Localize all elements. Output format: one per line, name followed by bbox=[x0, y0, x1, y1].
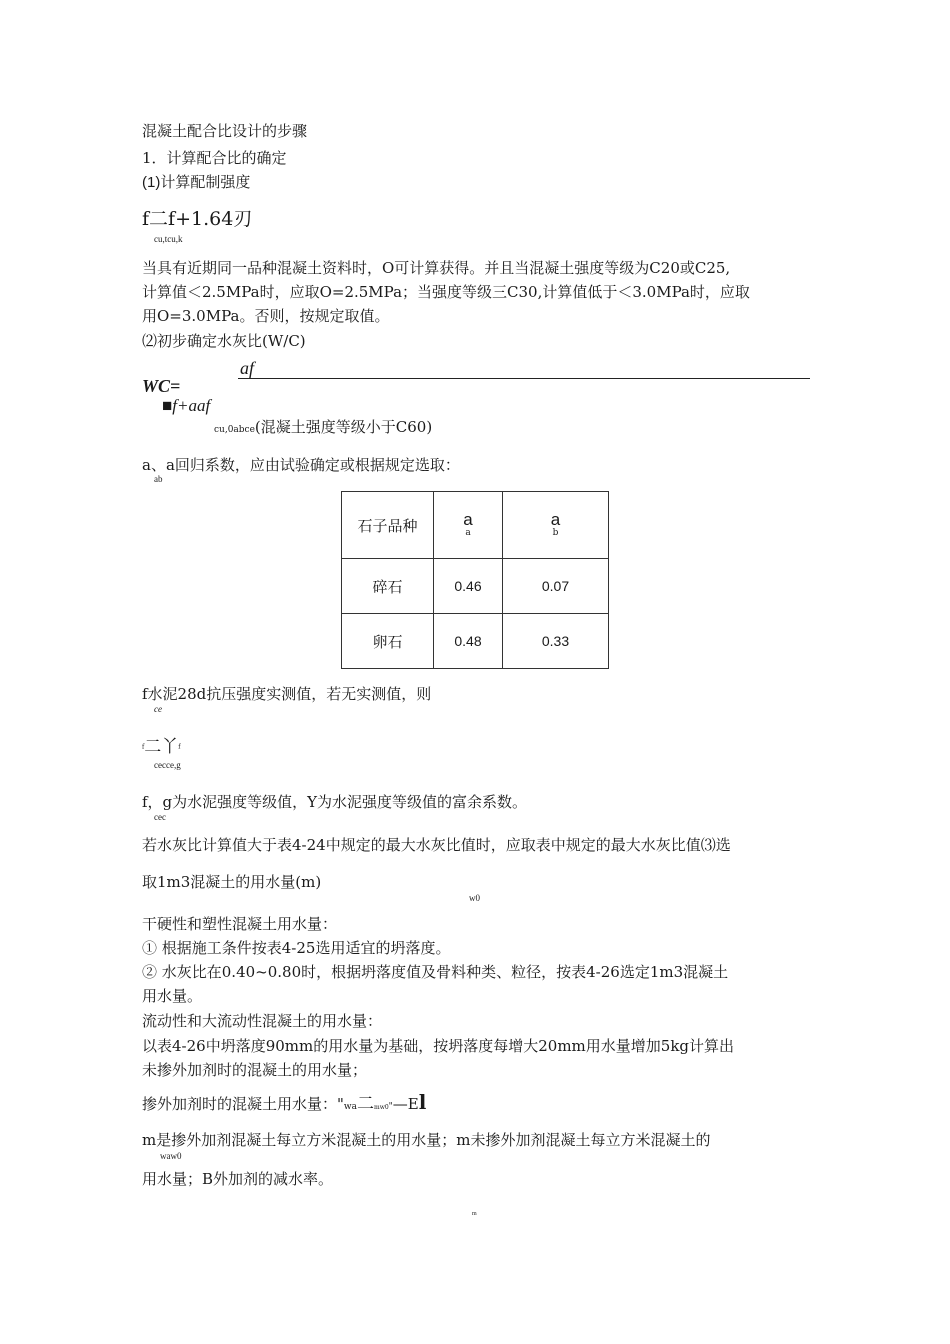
list-line: 以表4-26中坍落度90mm的用水量为基础，按坍落度每增大20mm用水量增加5kg计算出 bbox=[142, 1037, 735, 1055]
formula-admixture-bar: l bbox=[418, 1090, 427, 1114]
paragraph-water-cement: 若水灰比计算值大于表4-24中规定的最大水灰比值时，应取表中规定的最大水灰比值⑶选 bbox=[142, 836, 731, 854]
formula-cement-sub: cecce,g bbox=[154, 760, 181, 770]
formula-admixture-quote: " bbox=[337, 1095, 344, 1113]
formula-cement-post: f bbox=[178, 743, 181, 751]
formula-wc-numerator: af bbox=[240, 358, 255, 378]
formula-cement-main: 二丫 bbox=[144, 737, 179, 757]
table-cell: 卵石 bbox=[342, 614, 434, 669]
step-3-sub: w0 bbox=[469, 893, 480, 903]
table-cell: 0.07 bbox=[503, 559, 609, 614]
formula-cement bbox=[142, 737, 180, 758]
fceg-text: f，g为水泥强度等级值，Y为水泥强度等级值的富余系数。 bbox=[142, 793, 528, 811]
formula-admixture-end: —E bbox=[392, 1095, 419, 1113]
paragraph-line: 当具有近期同一品种混凝土资料时，O可计算获得。并且当混凝土强度等级为C20或C25, bbox=[142, 259, 731, 277]
table-header-alpha-b bbox=[503, 492, 609, 559]
table-header-stone bbox=[342, 492, 434, 559]
table-cell: 碎石 bbox=[342, 559, 434, 614]
paragraph-line: 用O=3.0MPa。否则，按规定取值。 bbox=[142, 307, 390, 325]
list-line: 流动性和大流动性混凝土的用水量： bbox=[142, 1012, 383, 1030]
final-paragraph-line: 用水量；B外加剂的减水率。 bbox=[142, 1170, 334, 1188]
formula-wc-sub: cu,0abce bbox=[214, 425, 255, 435]
formula-wc-lhs: WC= bbox=[142, 376, 181, 396]
formula-admixture-label: 掺外加剂时的混凝土用水量： bbox=[142, 1095, 338, 1113]
header-symbol bbox=[463, 509, 473, 538]
formula-cement-pre: f bbox=[142, 743, 145, 751]
fceg-sub: cec bbox=[154, 812, 166, 822]
regression-sub: ab bbox=[154, 474, 163, 484]
header-symbol-main: a bbox=[463, 509, 473, 529]
coefficient-table bbox=[341, 491, 609, 669]
table-header-row bbox=[342, 492, 609, 559]
table-row bbox=[342, 559, 609, 614]
fraction-bar bbox=[238, 378, 810, 379]
table-cell: 0.48 bbox=[434, 614, 503, 669]
step-2-heading: ⑵初步确定水灰比(W/C) bbox=[142, 332, 306, 350]
list-line: 用水量。 bbox=[142, 987, 203, 1005]
list-line: ② 水灰比在0.40~0.80时，根据坍落度值及骨料种类、粒径，按表4-26选定1m3混凝土 bbox=[142, 963, 729, 981]
header-symbol bbox=[550, 509, 561, 538]
table-cell: 0.33 bbox=[503, 614, 609, 669]
formula-strength: f二f+1.64刃 bbox=[142, 208, 253, 230]
regression-text: a、a回归系数，应由试验确定或根据规定选取： bbox=[142, 456, 460, 474]
fce-text: f水泥28d抗压强度实测值，若无实测值，则 bbox=[142, 685, 432, 703]
header-symbol-main: a bbox=[550, 509, 561, 529]
table-row bbox=[342, 614, 609, 669]
header-label: 石子品种 bbox=[357, 516, 418, 535]
formula-admixture-eq: 二 bbox=[357, 1094, 374, 1114]
formula-wc-denominator-text: ■f+aaf bbox=[162, 396, 211, 415]
list-line: 未掺外加剂时的混凝土的用水量； bbox=[142, 1061, 368, 1079]
paragraph-line: 计算值＜2.5MPa时，应取O=2.5MPa；当强度等级三C30,计算值低于＜3.0MPa时，应取 bbox=[142, 283, 750, 301]
header-symbol-sub: b bbox=[552, 527, 559, 538]
formula-admixture bbox=[142, 1092, 426, 1118]
table-cell: 0.46 bbox=[434, 559, 503, 614]
step-3-heading: 取1m3混凝土的用水量(m) bbox=[142, 873, 322, 891]
list-line: 干硬性和塑性混凝土用水量： bbox=[142, 915, 338, 933]
final-sub: waw0 bbox=[160, 1151, 182, 1161]
formula-wc-denominator bbox=[162, 396, 210, 416]
formula-wc-note: (混凝土强度等级小于C60) bbox=[254, 418, 433, 436]
step-1-heading: (1)计算配制强度 bbox=[142, 174, 251, 191]
header-symbol-sub: a bbox=[465, 527, 471, 538]
formula-wc-note-line bbox=[214, 417, 432, 440]
doc-title: 混凝土配合比设计的步骤 bbox=[142, 122, 308, 140]
formula-strength-sub: cu,tcu,k bbox=[154, 234, 183, 244]
formula-admixture-tail: " bbox=[388, 1102, 393, 1112]
formula-admixture-sub1: wa bbox=[343, 1102, 357, 1112]
fce-sub: ce bbox=[154, 704, 162, 714]
formula-admixture-sub2: mw0 bbox=[374, 1104, 389, 1111]
final-paragraph-line: m是掺外加剂混凝土每立方米混凝土的用水量；m未掺外加剂混凝土每立方米混凝土的 bbox=[142, 1131, 711, 1149]
list-line: ① 根据施工条件按表4-25选用适宜的坍落度。 bbox=[142, 939, 451, 957]
section-heading: 1．计算配合比的确定 bbox=[142, 149, 287, 167]
table-header-alpha-a bbox=[434, 492, 503, 559]
footer-sub: m bbox=[472, 1211, 477, 1217]
